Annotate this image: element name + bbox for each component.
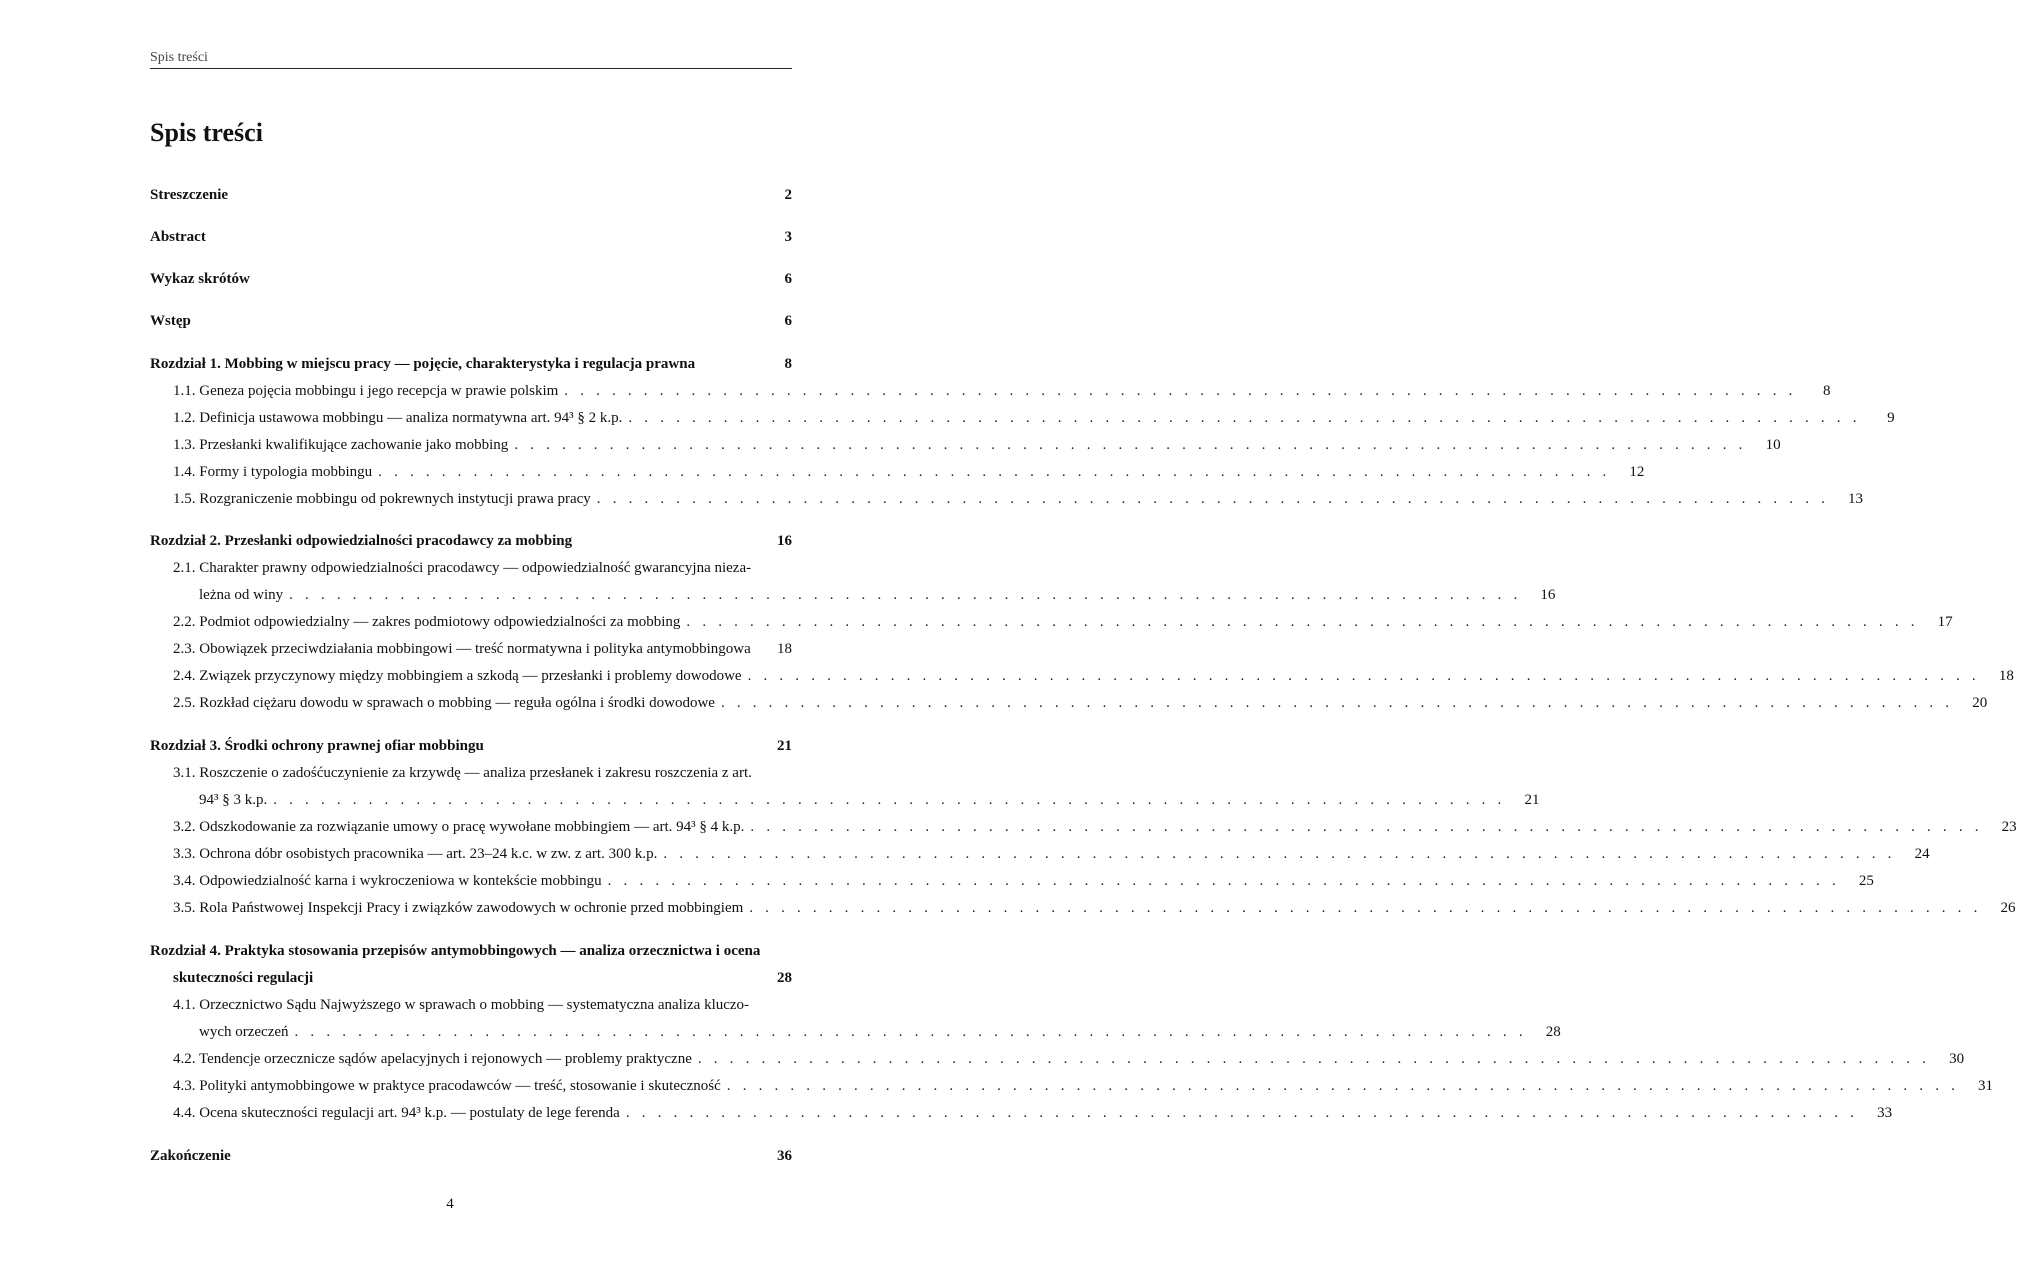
toc-entry-streszczenie[interactable] xyxy=(150,186,792,204)
toc-section-page: 18 xyxy=(1998,668,2014,684)
dot-leader xyxy=(628,409,1860,427)
dot-leader xyxy=(514,436,1746,454)
toc-section-page: 30 xyxy=(1949,1051,1965,1067)
dot-leader xyxy=(727,1077,1959,1095)
toc-chapter-3[interactable] xyxy=(150,737,792,755)
toc-chapter-page: 28 xyxy=(777,970,792,986)
dot-leader xyxy=(698,1050,1930,1068)
toc-chapter-title: Rozdział 4. Praktyka stosowania przepisów antymobbingowych — analiza orzecznictwa i ocena xyxy=(150,943,761,959)
toc-section-3-4[interactable] xyxy=(173,872,1874,890)
toc-chapter-title-continued: skuteczności regulacji xyxy=(173,970,314,986)
toc-chapter-2[interactable] xyxy=(150,532,792,550)
toc-entry-title: Abstract xyxy=(150,229,206,245)
toc-chapter-page: 21 xyxy=(777,738,792,754)
toc-section-3-2[interactable] xyxy=(173,818,2017,836)
toc-entry-page: 6 xyxy=(784,313,792,329)
toc-section-page: 8 xyxy=(1823,383,1831,399)
toc-entry-page: 3 xyxy=(784,229,792,245)
toc-section-title-continued: wych orzeczeń xyxy=(199,1024,289,1040)
dot-leader xyxy=(686,613,1918,631)
dot-leader xyxy=(378,463,1610,481)
toc-entry-title: Zakończenie xyxy=(150,1148,231,1164)
toc-chapter-page: 8 xyxy=(784,356,792,372)
toc-section-4-1[interactable] xyxy=(173,996,1561,1041)
toc-section-title: 1.1. Geneza pojęcia mobbingu i jego recepcja w prawie polskim xyxy=(173,383,559,399)
toc-chapter-title: Rozdział 2. Przesłanki odpowiedzialności pracodawcy za mobbing xyxy=(150,533,573,549)
toc-chapter-page: 16 xyxy=(777,533,792,549)
toc-section-4-2[interactable] xyxy=(173,1050,1965,1068)
toc-section-page: 16 xyxy=(1540,587,1556,603)
toc-section-2-1[interactable] xyxy=(173,559,1556,604)
toc-section-page: 26 xyxy=(2000,900,2016,916)
toc-section-title: 3.4. Odpowiedzialność karna i wykroczeniowa w kontekście mobbingu xyxy=(173,873,602,889)
dot-leader xyxy=(748,667,1980,685)
toc-section-page: 18 xyxy=(777,641,792,657)
dot-leader xyxy=(750,818,1982,836)
toc-section-2-5[interactable] xyxy=(173,694,1988,712)
toc-section-2-2[interactable] xyxy=(173,613,1953,631)
toc-section-2-3[interactable] xyxy=(173,640,792,658)
toc-section-1-1[interactable] xyxy=(173,382,1831,400)
dot-leader xyxy=(564,382,1796,400)
dot-leader xyxy=(608,872,1840,890)
toc-section-title: 2.4. Związek przyczynowy między mobbingiem a szkodą — przesłanki i problemy dowodowe xyxy=(173,668,742,684)
dot-leader xyxy=(289,586,1521,604)
toc-section-4-4[interactable] xyxy=(173,1104,1893,1122)
toc-section-title: 2.3. Obowiązek przeciwdziałania mobbingowi — treść normatywna i polityka antymobbingowa xyxy=(173,641,751,657)
toc-chapter-4[interactable] xyxy=(150,942,792,987)
toc-section-page: 20 xyxy=(1972,695,1988,711)
dot-leader xyxy=(749,899,1981,917)
dot-leader xyxy=(597,490,1829,508)
dot-leader xyxy=(663,845,1895,863)
toc-section-4-3[interactable] xyxy=(173,1077,1994,1095)
toc-section-title: 4.4. Ocena skuteczności regulacji art. 94³ k.p. — postulaty de lege ferenda xyxy=(173,1105,620,1121)
toc-section-title-continued: 94³ § 3 k.p. xyxy=(199,792,268,808)
running-header: Spis treści xyxy=(150,50,792,69)
dot-leader xyxy=(721,694,1953,712)
toc-section-page: 21 xyxy=(1524,792,1540,808)
page-title: Spis treści xyxy=(150,118,263,147)
toc-section-page: 24 xyxy=(1914,846,1930,862)
toc-section-1-2[interactable] xyxy=(173,409,1895,427)
toc-entry-page: 6 xyxy=(784,271,792,287)
toc-section-title: 3.1. Roszczenie o zadośćuczynienie za krzywdę — analiza przesłanek i zakresu roszczenia z art. xyxy=(173,765,752,781)
toc-entry-abstract[interactable] xyxy=(150,228,792,246)
toc-section-title: 3.5. Rola Państwowej Inspekcji Pracy i związków zawodowych w ochronie przed mobbingiem xyxy=(173,900,744,916)
toc-section-title: 4.3. Polityki antymobbingowe w praktyce pracodawców — treść, stosowanie i skuteczność xyxy=(173,1078,721,1094)
toc-section-page: 13 xyxy=(1848,491,1864,507)
toc-entry-title: Wstęp xyxy=(150,313,191,329)
toc-section-title: 4.2. Tendencje orzecznicze sądów apelacyjnych i rejonowych — problemy praktyczne xyxy=(173,1051,692,1067)
toc-entry-page: 2 xyxy=(784,187,792,203)
toc-section-title-continued: leżna od winy xyxy=(199,587,284,603)
toc-section-3-3[interactable] xyxy=(173,845,1930,863)
toc-section-title: 1.2. Definicja ustawowa mobbingu — analiza normatywna art. 94³ § 2 k.p. xyxy=(173,410,623,426)
toc-section-title: 1.3. Przesłanki kwalifikujące zachowanie jako mobbing xyxy=(173,437,509,453)
toc-entry-wstep[interactable] xyxy=(150,312,792,330)
toc-section-page: 31 xyxy=(1978,1078,1994,1094)
toc-entry-title: Streszczenie xyxy=(150,187,229,203)
toc-entry-zakonczenie[interactable] xyxy=(150,1147,792,1165)
toc-section-page: 28 xyxy=(1545,1024,1561,1040)
page-number: 4 xyxy=(446,1196,454,1212)
dot-leader xyxy=(626,1104,1858,1122)
toc-section-title: 2.2. Podmiot odpowiedzialny — zakres podmiotowy odpowiedzialności za mobbing xyxy=(173,614,681,630)
toc-section-1-5[interactable] xyxy=(173,490,1864,508)
toc-section-3-5[interactable] xyxy=(173,899,2016,917)
toc-entry-title: Wykaz skrótów xyxy=(150,271,250,287)
dot-leader xyxy=(295,1023,1527,1041)
toc-section-page: 9 xyxy=(1887,410,1895,426)
toc-entry-page: 36 xyxy=(777,1148,792,1164)
toc-section-title: 3.2. Odszkodowanie za rozwiązanie umowy o pracę wywołane mobbingiem — art. 94³ § 4 k.p. xyxy=(173,819,745,835)
toc-chapter-1[interactable] xyxy=(150,355,792,373)
toc-section-page: 10 xyxy=(1765,437,1781,453)
toc-section-title: 3.3. Ochrona dóbr osobistych pracownika — art. 23–24 k.c. w zw. z art. 300 k.p. xyxy=(173,846,658,862)
toc-section-page: 33 xyxy=(1877,1105,1893,1121)
dot-leader xyxy=(273,791,1505,809)
toc-chapter-title: Rozdział 1. Mobbing w miejscu pracy — pojęcie, charakterystyka i regulacja prawna xyxy=(150,356,696,372)
toc-section-title: 1.4. Formy i typologia mobbingu xyxy=(173,464,373,480)
toc-entry-wykaz-skrotow[interactable] xyxy=(150,270,792,288)
toc-section-title: 2.1. Charakter prawny odpowiedzialności pracodawcy — odpowiedzialność gwarancyjna nieza- xyxy=(173,560,752,576)
toc-section-page: 25 xyxy=(1858,873,1874,889)
toc-section-title: 2.5. Rozkład ciężaru dowodu w sprawach o mobbing — reguła ogólna i środki dowodowe xyxy=(173,695,715,711)
toc-section-3-1[interactable] xyxy=(173,764,1540,809)
toc-section-title: 4.1. Orzecznictwo Sądu Najwyższego w sprawach o mobbing — systematyczna analiza kluczo- xyxy=(173,997,750,1013)
toc-section-title: 1.5. Rozgraniczenie mobbingu od pokrewnych instytucji prawa pracy xyxy=(173,491,591,507)
toc-section-page: 23 xyxy=(2001,819,2017,835)
toc-section-page: 17 xyxy=(1937,614,1953,630)
toc-section-1-4[interactable] xyxy=(173,463,1645,481)
toc-section-2-4[interactable] xyxy=(173,667,2014,685)
toc-chapter-title: Rozdział 3. Środki ochrony prawnej ofiar mobbingu xyxy=(150,738,484,754)
toc-section-page: 12 xyxy=(1629,464,1645,480)
toc-section-1-3[interactable] xyxy=(173,436,1781,454)
